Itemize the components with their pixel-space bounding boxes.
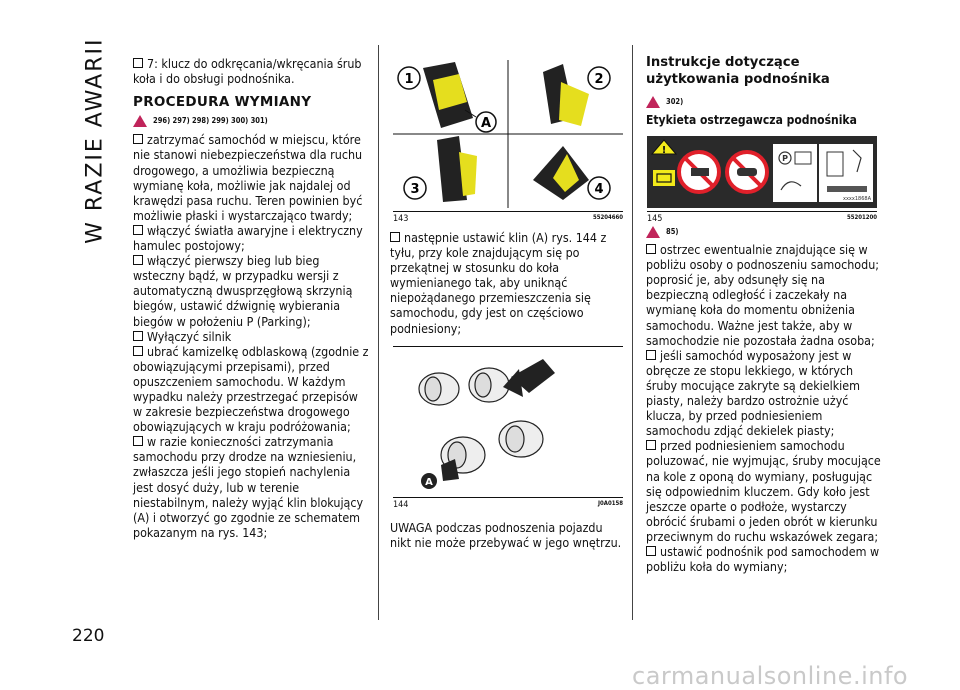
figure-144-wheels-diagram	[393, 346, 623, 495]
watermark: carmanualsonline.info	[632, 662, 909, 690]
svg-text:!: !	[661, 145, 667, 156]
checkbox-icon	[133, 58, 143, 68]
list-item: ustawić podnośnik pod samochodem w pobliżu koła do wymiany;	[646, 543, 880, 575]
checkbox-icon	[133, 436, 143, 446]
list-item: włączyć światła awaryjne i elektryczny hamulec postojowy;	[133, 222, 363, 254]
checkbox-icon	[133, 331, 143, 341]
list-item: w razie konieczności zatrzymania samochodu przy drodze na wzniesieniu, zwłaszcza jeśli jego stopień nachylenia jest dosyć duży, lub w terenie niestabilnym, należy wyjąć klin blokujący (A) i otworzyć go zgodnie ze schematem pokazanym na rys. 143;	[133, 434, 364, 540]
jack-warning-label	[647, 136, 877, 208]
list-item: ostrzec ewentualnie znajdujące się w pobliżu osoby o podnoszeniu samochodu; poprosić je, aby odsunęły się na bezpieczną odległość i zaczekały na wymianę koła do momentu obniżenia samochodu. Ważne jest także, aby w samochodzie nie pozostała żadna osoba;	[646, 242, 880, 348]
list-item: ubrać kamizelkę odblaskową (zgodnie z obowiązującymi przepisami), przed opuszczeniem samochodu. W każdym wypadku należy przestrzegać przepisów w zakresie bezpieczeństwa drogowego obowiązujących w kraju podróżowania;	[133, 343, 369, 435]
checkbox-icon	[646, 244, 656, 254]
column-3-text	[646, 224, 886, 574]
figure-144-caption	[393, 497, 623, 510]
column-1	[133, 56, 369, 540]
jack-instructions-heading: Instrukcje dotyczące użytkowania podnośnika	[646, 55, 830, 87]
wedge-illustration	[393, 60, 623, 208]
figure-145-caption	[647, 211, 877, 224]
figure-143-wedge-diagram	[393, 60, 623, 208]
warning-icon	[646, 226, 660, 238]
label-3: 3	[410, 182, 420, 197]
note-text: UWAGA podczas podnoszenia pojazdu nikt nie może przebywać w jego wnętrzu.	[390, 520, 622, 551]
figure-number: 145	[647, 214, 663, 224]
warning-refs: 85)	[646, 224, 886, 239]
list-item: zatrzymać samochód w miejscu, które nie stanowi niebezpieczeństwa dla ruchu drogowego, a umożliwia bezpieczną wymianę koła, możliwie jak najdalej od krawędzi pasa ruchu. Teren powinien być możliwie płaski i wystarczająco twardy;	[133, 132, 363, 223]
column-divider-left	[378, 45, 379, 620]
list-item: przed podniesieniem samochodu poluzować, nie wyjmując, śruby mocujące na kole z oponą do wymiany, posługując się odpowiednim kluczem. Gdy koło jest jeszcze oparte o podłoże, wystarczy obrócić śrubami o jeden obrót w kierunku przeciwnym do ruchu wskazówek zegara;	[646, 438, 881, 544]
section-title: W RAZIE AWARII	[82, 37, 108, 244]
label-code: xxxx1868A	[843, 196, 871, 202]
svg-text:P: P	[782, 154, 788, 163]
tool-description: 7: klucz do odkręcania/wkręcania śrub koła i do obsługi podnośnika.	[133, 56, 362, 87]
list-item: następnie ustawić klin (A) rys. 144 z tyłu, przy kole znajdującym się po przekątnej w stosunku do koła wymienianego tak, aby uniknąć niepożądanego przemieszczenia się samochodu, gdy jest on częściowo podniesiony;	[390, 230, 607, 336]
list-item: Wyłączyć silnik	[133, 329, 369, 344]
figure-143-caption	[393, 211, 623, 224]
checkbox-icon	[390, 232, 400, 242]
figure-code: 55204660	[592, 214, 623, 221]
label-A: A	[425, 477, 433, 488]
procedure-heading: PROCEDURA WYMIANY	[133, 94, 312, 111]
figure-145-jack-label	[647, 136, 877, 208]
checkbox-icon	[646, 546, 656, 556]
label-2: 2	[594, 72, 604, 87]
checkbox-icon	[133, 346, 143, 356]
jack-label-subheading: Etykieta ostrzegawcza podnośnika	[646, 113, 857, 128]
figure-code: J0A0158	[598, 500, 623, 507]
checkbox-icon	[133, 134, 143, 144]
figure-number: 143	[393, 214, 409, 224]
figure-code: 55201200	[846, 214, 877, 221]
column-divider-right	[632, 45, 633, 620]
list-item: jeśli samochód wyposażony jest w obręcze ze stopu lekkiego, w których śruby mocujące zakryte są dekielkiem piasty, należy bardzo ostrożnie użyć klucza, by przed podniesieniem samochodu zdjąć dekielek piasty;	[646, 347, 860, 439]
warning-icon	[133, 115, 147, 127]
checkbox-icon	[646, 350, 656, 360]
list-item: włączyć pierwszy bieg lub bieg wsteczny bądź, w przypadku wersji z automatyczną dwusprzęgłową skrzynią biegów, ustawić dźwignię wybierania biegów w położeniu P (Parking);	[133, 253, 353, 329]
checkbox-icon	[133, 255, 143, 265]
label-4: 4	[594, 182, 604, 197]
warning-icon	[646, 96, 660, 108]
warning-refs: 296) 297) 298) 299) 300) 301)	[133, 113, 369, 128]
column-3-head	[646, 54, 886, 128]
page-number: 220	[72, 626, 105, 646]
warning-refs: 302)	[646, 94, 886, 109]
label-1: 1	[404, 72, 414, 87]
wheels-illustration	[393, 347, 623, 495]
checkbox-icon	[646, 440, 656, 450]
figure-number: 144	[393, 500, 409, 510]
column-2-note	[390, 520, 626, 550]
column-2-text	[390, 230, 626, 336]
checkbox-icon	[133, 225, 143, 235]
label-A: A	[480, 116, 492, 131]
